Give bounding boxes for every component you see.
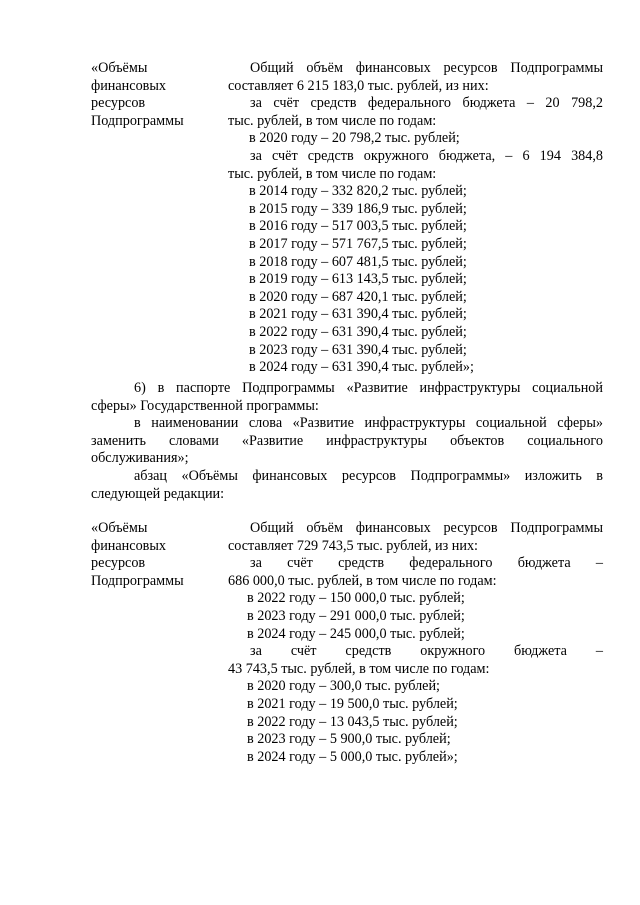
amendment-text [91,380,603,503]
paragraph-line: заменить словами «Развитие инфраструктуры объектов социального [91,432,603,449]
label-line: «Объёмы [91,60,148,76]
district-year: в 2014 году – 332 820,2 тыс. рублей; [249,183,467,200]
label-line: Подпрограммы [91,572,184,589]
district-line: за счёт средств окружного бюджета – [250,643,603,660]
label-line: «Объёмы [91,520,148,536]
label-line: ресурсов [91,555,146,572]
paragraph-line: следующей редакции: [91,485,225,502]
total-line-cont: составляет 6 215 183,0 тыс. рублей, из них: [228,77,489,94]
federal-year: в 2023 году – 291 000,0 тыс. рублей; [247,607,465,624]
district-year: в 2021 году – 19 500,0 тыс. рублей; [247,695,458,712]
district-year: в 2020 году – 300,0 тыс. рублей; [247,678,440,695]
district-year: в 2020 году – 687 420,1 тыс. рублей; [249,288,467,305]
federal-line: за счёт средств федерального бюджета – [250,555,603,572]
label-line: финансовых [91,77,166,94]
district-year: в 2022 году – 13 043,5 тыс. рублей; [247,713,458,730]
federal-year: в 2022 году – 150 000,0 тыс. рублей; [247,590,465,607]
district-year: в 2024 году – 5 000,0 тыс. рублей»; [247,748,458,765]
district-year: в 2024 году – 631 390,4 тыс. рублей»; [249,359,474,376]
district-year: в 2016 году – 517 003,5 тыс. рублей; [249,218,467,235]
federal-year: в 2024 году – 245 000,0 тыс. рублей; [247,625,465,642]
district-year: в 2021 году – 631 390,4 тыс. рублей; [249,306,467,323]
district-year: в 2022 году – 631 390,4 тыс. рублей; [249,323,467,340]
block-label [91,60,221,130]
district-year: в 2023 году – 631 390,4 тыс. рублей; [249,341,467,358]
district-year: в 2017 году – 571 767,5 тыс. рублей; [249,235,467,252]
block-body [228,520,603,766]
paragraph-line: абзац «Объёмы финансовых ресурсов Подпрограммы» изложить в [134,467,603,484]
paragraph-line: 6) в паспорте Подпрограммы «Развитие инфраструктуры социальной [134,380,603,396]
paragraph-line: сферы» Государственной программы: [91,397,319,414]
district-year: в 2015 году – 339 186,9 тыс. рублей; [249,200,467,217]
block-body [228,60,603,377]
total-line: Общий объём финансовых ресурсов Подпрограммы [250,520,603,536]
district-line-cont: 43 743,5 тыс. рублей, в том числе по годам: [228,660,490,677]
district-year: в 2019 году – 613 143,5 тыс. рублей; [249,271,467,288]
federal-year: в 2020 году – 20 798,2 тыс. рублей; [249,130,460,147]
label-line: финансовых [91,537,166,554]
district-line: за счёт средств окружного бюджета, – 6 194 384,8 [250,147,603,164]
federal-line-cont: 686 000,0 тыс. рублей, в том числе по годам: [228,572,497,589]
federal-line: за счёт средств федерального бюджета – 20 798,2 [250,95,603,112]
district-year: в 2018 году – 607 481,5 тыс. рублей; [249,253,467,270]
federal-line-cont: тыс. рублей, в том числе по годам: [228,112,437,129]
paragraph-line: в наименовании слова «Развитие инфраструктуры социальной сферы» [134,415,603,432]
district-year: в 2023 году – 5 900,0 тыс. рублей; [247,731,451,748]
label-line: ресурсов [91,95,146,112]
label-line: Подпрограммы [91,112,184,129]
paragraph-line: обслуживания»; [91,450,189,467]
block-label [91,520,221,590]
total-line-cont: составляет 729 743,5 тыс. рублей, из них: [228,537,478,554]
district-line-cont: тыс. рублей, в том числе по годам: [228,165,437,182]
total-line: Общий объём финансовых ресурсов Подпрограммы [250,60,603,76]
